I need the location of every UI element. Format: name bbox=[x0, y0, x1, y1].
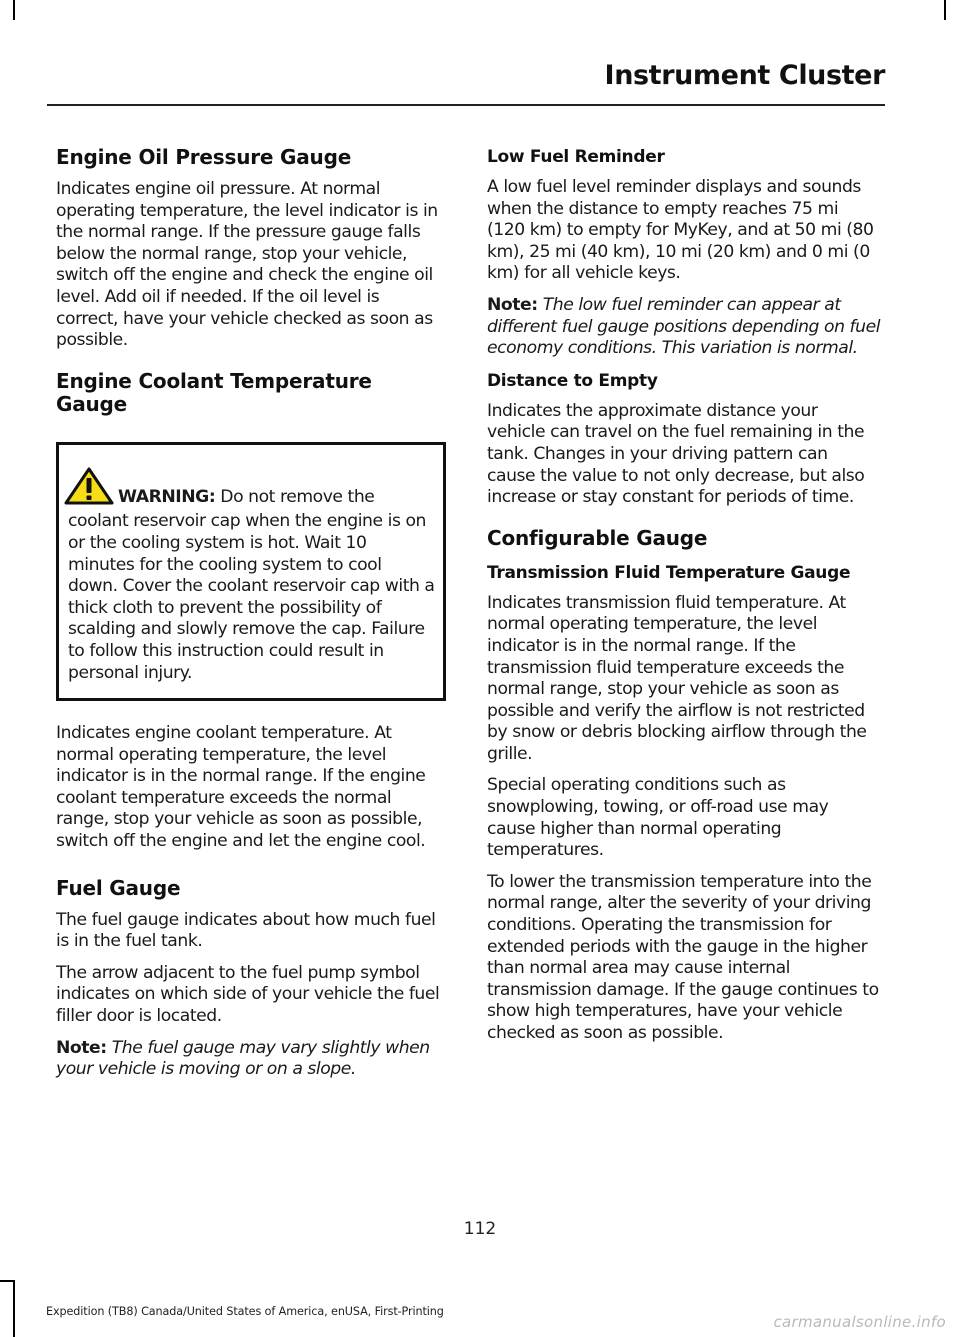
fuel-gauge-text-2: The arrow adjacent to the fuel pump symbol indicates on which side of your vehicle the fuel filler door is located. bbox=[56, 962, 440, 1027]
transmission-gauge-heading: Transmission Fluid Temperature Gauge bbox=[487, 562, 851, 583]
crop-mark-bottom-left-h bbox=[0, 1280, 15, 1282]
distance-to-empty-heading: Distance to Empty bbox=[487, 370, 658, 391]
crop-mark-top-right bbox=[944, 0, 946, 20]
warning-triangle-icon bbox=[64, 467, 114, 512]
low-fuel-text: A low fuel level reminder displays and sounds when the distance to empty reaches 75 mi (120 km) to empty for MyKey, and at 50 mi (80 km), 25 mi (40 km), 10 mi (20 km) and 0 mi (0 km) for all vehicle keys. bbox=[487, 177, 874, 284]
page-title: Instrument Cluster bbox=[604, 60, 885, 91]
crop-mark-top-left bbox=[13, 0, 15, 20]
note-label: Note: bbox=[56, 1037, 107, 1058]
coolant-heading: Engine Coolant Temperature Gauge bbox=[56, 368, 372, 416]
warning-box bbox=[56, 442, 446, 701]
right-column bbox=[487, 146, 880, 1055]
transmission-text-2: Special operating conditions such as snowplowing, towing, or off-road use may cause higher than normal operating temperatures. bbox=[487, 775, 829, 861]
footer-edition-text: Expedition (TB8) Canada/United States of America, enUSA, First-Printing bbox=[46, 1305, 444, 1318]
watermark: carmanualsonline.info bbox=[773, 1313, 946, 1331]
warning-text: Do not remove the coolant reservoir cap when the engine is on or the cooling system is hot. Wait 10 minutes for the cooling system to cool down. Cover the coolant reservoir cap with a thick cloth to prevent the possibility of scalding and slowly remove the cap. Failure to follow this instruction could result in personal injury. bbox=[68, 486, 435, 683]
low-fuel-heading: Low Fuel Reminder bbox=[487, 147, 665, 167]
note-text: The fuel gauge may vary slightly when your vehicle is moving or on a slope. bbox=[56, 1037, 430, 1080]
fuel-gauge-text-1: The fuel gauge indicates about how much fuel is in the fuel tank. bbox=[56, 909, 436, 952]
left-column bbox=[56, 146, 446, 1091]
warning-label: WARNING: bbox=[118, 486, 216, 507]
header-divider bbox=[47, 104, 885, 106]
low-fuel-note bbox=[487, 295, 880, 360]
transmission-text-3: To lower the transmission temperature into the normal range, alter the severity of your driving conditions. Operating the transmission for extended periods with the gauge in the higher than normal area may cause internal transmission damage. If the gauge continues to show high temperatures, have your vehicle checked as soon as possible. bbox=[487, 871, 879, 1043]
warning-paragraph bbox=[68, 467, 435, 684]
configurable-gauge-heading: Configurable Gauge bbox=[487, 525, 708, 550]
note-text: The low fuel reminder can appear at different fuel gauge positions depending on fuel economy conditions. This variation is normal. bbox=[487, 294, 881, 359]
fuel-gauge-note bbox=[56, 1038, 446, 1081]
note-label: Note: bbox=[487, 294, 538, 315]
distance-to-empty-text: Indicates the approximate distance your vehicle can travel on the fuel remaining in the tank. Changes in your driving pattern can cause the value to not only decrease, but also increase or stay constant for periods of time. bbox=[487, 400, 865, 508]
fuel-gauge-heading: Fuel Gauge bbox=[56, 875, 181, 900]
transmission-text-1: Indicates transmission fluid temperature. At normal operating temperature, the level indicator is in the normal range. If the transmission fluid temperature exceeds the normal range, stop your vehicle as soon as possible and verify the airflow is not restricted by snow or debris blocking airflow through the grille. bbox=[487, 592, 867, 764]
crop-mark-bottom-left bbox=[13, 1280, 15, 1337]
oil-pressure-text: Indicates engine oil pressure. At normal operating temperature, the level indicator is in the normal range. If the pressure gauge falls below the normal range, stop your vehicle, switch off the engine and check the engine oil level. Add oil if needed. If the oil level is correct, have your vehicle checked as soon as possible. bbox=[56, 179, 438, 351]
page-number: 112 bbox=[463, 1219, 497, 1239]
oil-pressure-heading: Engine Oil Pressure Gauge bbox=[56, 145, 352, 169]
coolant-text: Indicates engine coolant temperature. At normal operating temperature, the level indicator is in the normal range. If the engine coolant temperature exceeds the normal range, stop your vehicle as soon as possible, switch off the engine and let the engine cool. bbox=[56, 723, 426, 852]
